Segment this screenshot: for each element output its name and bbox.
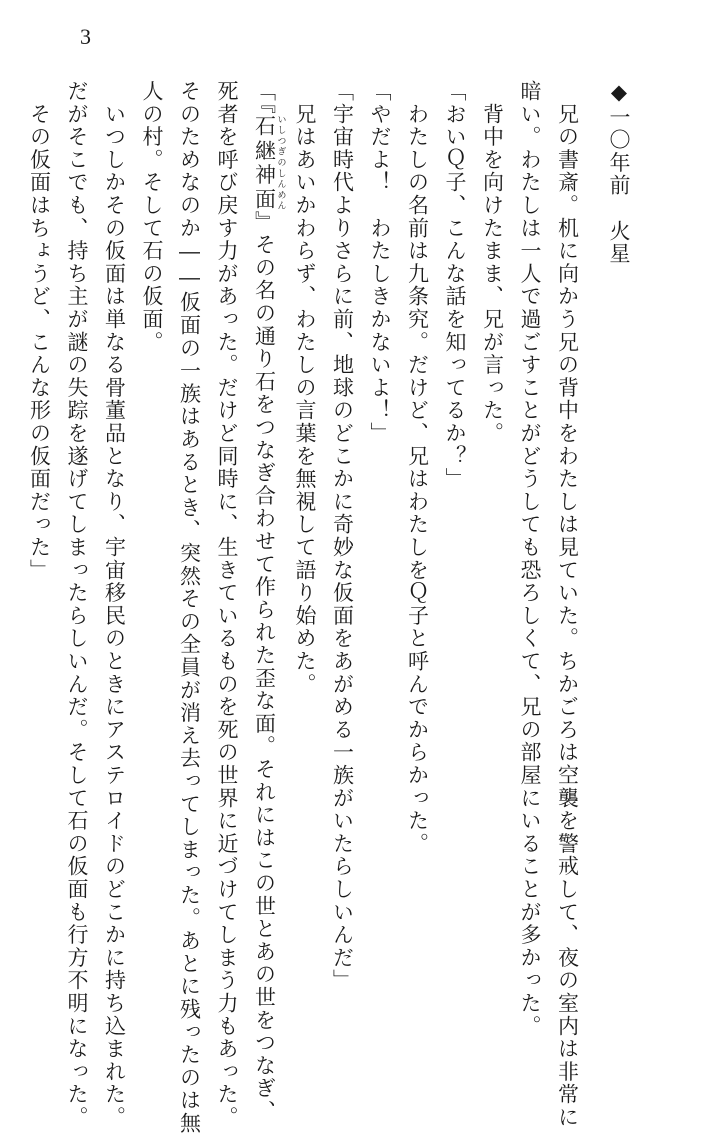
text-line: 人の村。そして石の仮面。	[140, 80, 164, 354]
text-line: 暗い。わたしは一人で過ごすことがどうしても恐ろしくて、兄の部屋にいることが多かった。	[518, 80, 542, 1038]
ruby-reading: いしつぎのしんめん	[275, 114, 286, 212]
text-line: 死者を呼び戻す力があった。だけど同時に、生きているものを死の世界に近づけてしまう力もあった。	[215, 80, 239, 1129]
chapter-heading: ◆一〇年前 火星	[607, 80, 631, 266]
text-line: いつしかその仮面は単なる骨董品となり、宇宙移民のときにアステロイドのどこかに持ち込まれた。	[102, 102, 127, 1129]
text-line: 背中を向けたまま、兄が言った。	[480, 102, 505, 445]
text-line: 「宇宙時代よりさらに前、地球のどこかに奇妙な仮面をあがめる一族がいたらしいんだ」	[330, 80, 355, 992]
text-line: 兄の書斎。机に向かう兄の背中をわたしは見ていた。ちかごろは空襲を警戒して、夜の室内は非常に	[555, 102, 580, 1129]
vertical-text-body	[20, 80, 637, 1135]
text-line: そのためなのか――仮面の一族はあるとき、突然その全員が消え去ってしまった。あとに残ったのは無	[177, 80, 202, 1135]
page-number: 3	[80, 24, 91, 49]
text-line: わたしの名前は九条究。だけど、兄はわたしをＱ子と呼んでからかった。	[405, 102, 430, 856]
text-line: 「おいＱ子、こんな話を知ってるか？」	[443, 80, 467, 491]
text-line: 兄はあいかわらず、わたしの言葉を無視して語り始めた。	[293, 102, 317, 696]
text-line: 「『石継神面 いしつぎのしんめん』その名の通り石をつなぎ合わせて作られた歪な面。それにはこの世とあの世をつなぎ、	[252, 80, 286, 1123]
ruby-term: 石継神面 いしつぎのしんめん	[252, 114, 286, 212]
text-line: その仮面はちょうど、こんな形の仮面だった」	[27, 102, 52, 582]
text-line: だがそこでも、持ち主が謎の失踪を遂げてしまったらしいんだ。そして石の仮面も行方不明になった。	[65, 80, 89, 1129]
text-line: 「やだよ！ わたしきかないよ！」	[368, 80, 392, 445]
